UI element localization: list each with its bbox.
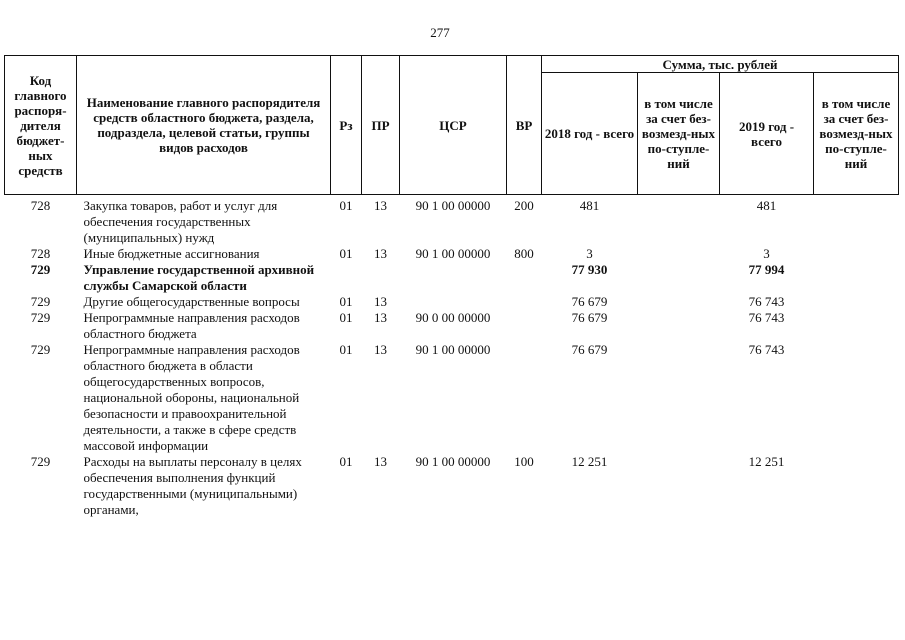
cell-2019-total: 481 <box>756 198 777 213</box>
budget-table <box>4 55 899 518</box>
col-header-name: Наименование главного распорядителя средств областного бюджета, раздела, подраздела, целевой статьи, группы видов расходов <box>77 56 331 195</box>
cell-rz: 01 <box>339 294 353 309</box>
cell-csr <box>400 262 507 294</box>
cell-vr <box>507 294 542 310</box>
cell-rz: 01 <box>339 454 353 469</box>
cell-pr: 13 <box>374 342 387 357</box>
cell-name: Непрограммные направления расходов областного бюджета в области общегосударственных вопросов, национальной обороны, национальной безопасности и правоохранительной деятельности, а также в сфере средств массовой информации <box>83 342 300 453</box>
cell-2019-free <box>814 262 899 294</box>
cell-2018-total: 12 251 <box>571 454 608 469</box>
cell-pr <box>362 262 400 294</box>
col-header-2018-free: в том числе за счет без-возмезд-ных по-ступле-ний <box>638 73 720 195</box>
cell-csr: 90 1 00 00000 <box>415 246 491 261</box>
cell-2019-free <box>814 195 899 247</box>
cell-vr: 200 <box>514 198 534 213</box>
col-header-vr: ВР <box>507 56 542 195</box>
cell-pr: 13 <box>374 246 387 261</box>
col-header-code: Код главного распоря-дителя бюджет-ных средств <box>5 56 77 195</box>
cell-pr: 13 <box>374 310 387 325</box>
cell-pr: 13 <box>374 454 387 469</box>
col-header-rz: Рз <box>331 56 362 195</box>
cell-name: Иные бюджетные ассигнования <box>83 246 260 261</box>
cell-pr: 13 <box>374 198 387 213</box>
col-header-2018-total: 2018 год - всего <box>542 73 638 195</box>
table-header <box>5 56 899 195</box>
cell-code: 729 <box>30 454 51 469</box>
cell-vr <box>507 310 542 342</box>
cell-csr: 90 1 00 00000 <box>415 198 491 213</box>
cell-2019-total: 3 <box>763 246 770 261</box>
cell-2018-total: 3 <box>586 246 593 261</box>
cell-2018-free <box>638 310 720 342</box>
cell-2019-free <box>814 246 899 262</box>
table-row <box>5 262 899 294</box>
cell-2019-total: 76 743 <box>748 342 785 357</box>
cell-code: 729 <box>30 262 51 277</box>
cell-2019-total: 76 743 <box>748 294 785 309</box>
cell-2019-free <box>814 454 899 518</box>
table-row <box>5 246 899 262</box>
page-number: 277 <box>430 25 450 40</box>
cell-code: 729 <box>30 342 51 357</box>
cell-csr: 90 1 00 00000 <box>415 342 491 357</box>
col-header-2019-free: в том числе за счет без-возмезд-ных по-ступле-ний <box>814 73 899 195</box>
cell-name: Управление государственной архивной службы Самарской области <box>83 262 315 293</box>
cell-name: Другие общегосударственные вопросы <box>83 294 300 309</box>
cell-2018-free <box>638 262 720 294</box>
cell-2018-free <box>638 342 720 454</box>
cell-code: 728 <box>30 246 51 261</box>
cell-2018-total: 76 679 <box>571 294 608 309</box>
table-row <box>5 310 899 342</box>
cell-csr: 90 1 00 00000 <box>415 454 491 469</box>
cell-2019-total: 77 994 <box>748 262 785 277</box>
cell-rz: 01 <box>339 310 353 325</box>
cell-rz <box>331 262 362 294</box>
cell-pr: 13 <box>374 294 387 309</box>
cell-2018-free <box>638 195 720 247</box>
cell-2018-total: 76 679 <box>571 310 608 325</box>
col-header-pr: ПР <box>362 56 400 195</box>
cell-vr <box>507 342 542 454</box>
cell-rz: 01 <box>339 342 353 357</box>
cell-2018-total: 77 930 <box>571 262 608 277</box>
cell-code: 729 <box>30 294 51 309</box>
cell-2019-free <box>814 310 899 342</box>
cell-2018-free <box>638 294 720 310</box>
col-header-sum-group: Сумма, тыс. рублей <box>542 56 899 73</box>
cell-name: Расходы на выплаты персоналу в целях обеспечения выполнения функций государственными (муниципальными) органами, <box>83 454 302 517</box>
cell-2019-free <box>814 342 899 454</box>
col-header-csr: ЦСР <box>400 56 507 195</box>
table-row <box>5 294 899 310</box>
table-row <box>5 342 899 454</box>
cell-rz: 01 <box>339 198 353 213</box>
cell-csr: 90 0 00 00000 <box>415 310 491 325</box>
table-row <box>5 195 899 247</box>
col-header-2019-total: 2019 год - всего <box>720 73 814 195</box>
cell-name: Непрограммные направления расходов областного бюджета <box>83 310 300 341</box>
cell-code: 729 <box>30 310 51 325</box>
cell-2018-total: 76 679 <box>571 342 608 357</box>
cell-vr <box>507 262 542 294</box>
cell-2019-free <box>814 294 899 310</box>
cell-code: 728 <box>30 198 51 213</box>
table-row <box>5 454 899 518</box>
cell-rz: 01 <box>339 246 353 261</box>
cell-2019-total: 76 743 <box>748 310 785 325</box>
cell-2018-free <box>638 454 720 518</box>
cell-vr: 100 <box>514 454 534 469</box>
cell-2018-free <box>638 246 720 262</box>
cell-2018-total: 481 <box>579 198 600 213</box>
cell-2019-total: 12 251 <box>748 454 785 469</box>
cell-name: Закупка товаров, работ и услуг для обеспечения государственных (муниципальных) нужд <box>83 198 278 245</box>
table-body <box>5 195 899 519</box>
cell-vr: 800 <box>514 246 534 261</box>
cell-csr <box>400 294 507 310</box>
